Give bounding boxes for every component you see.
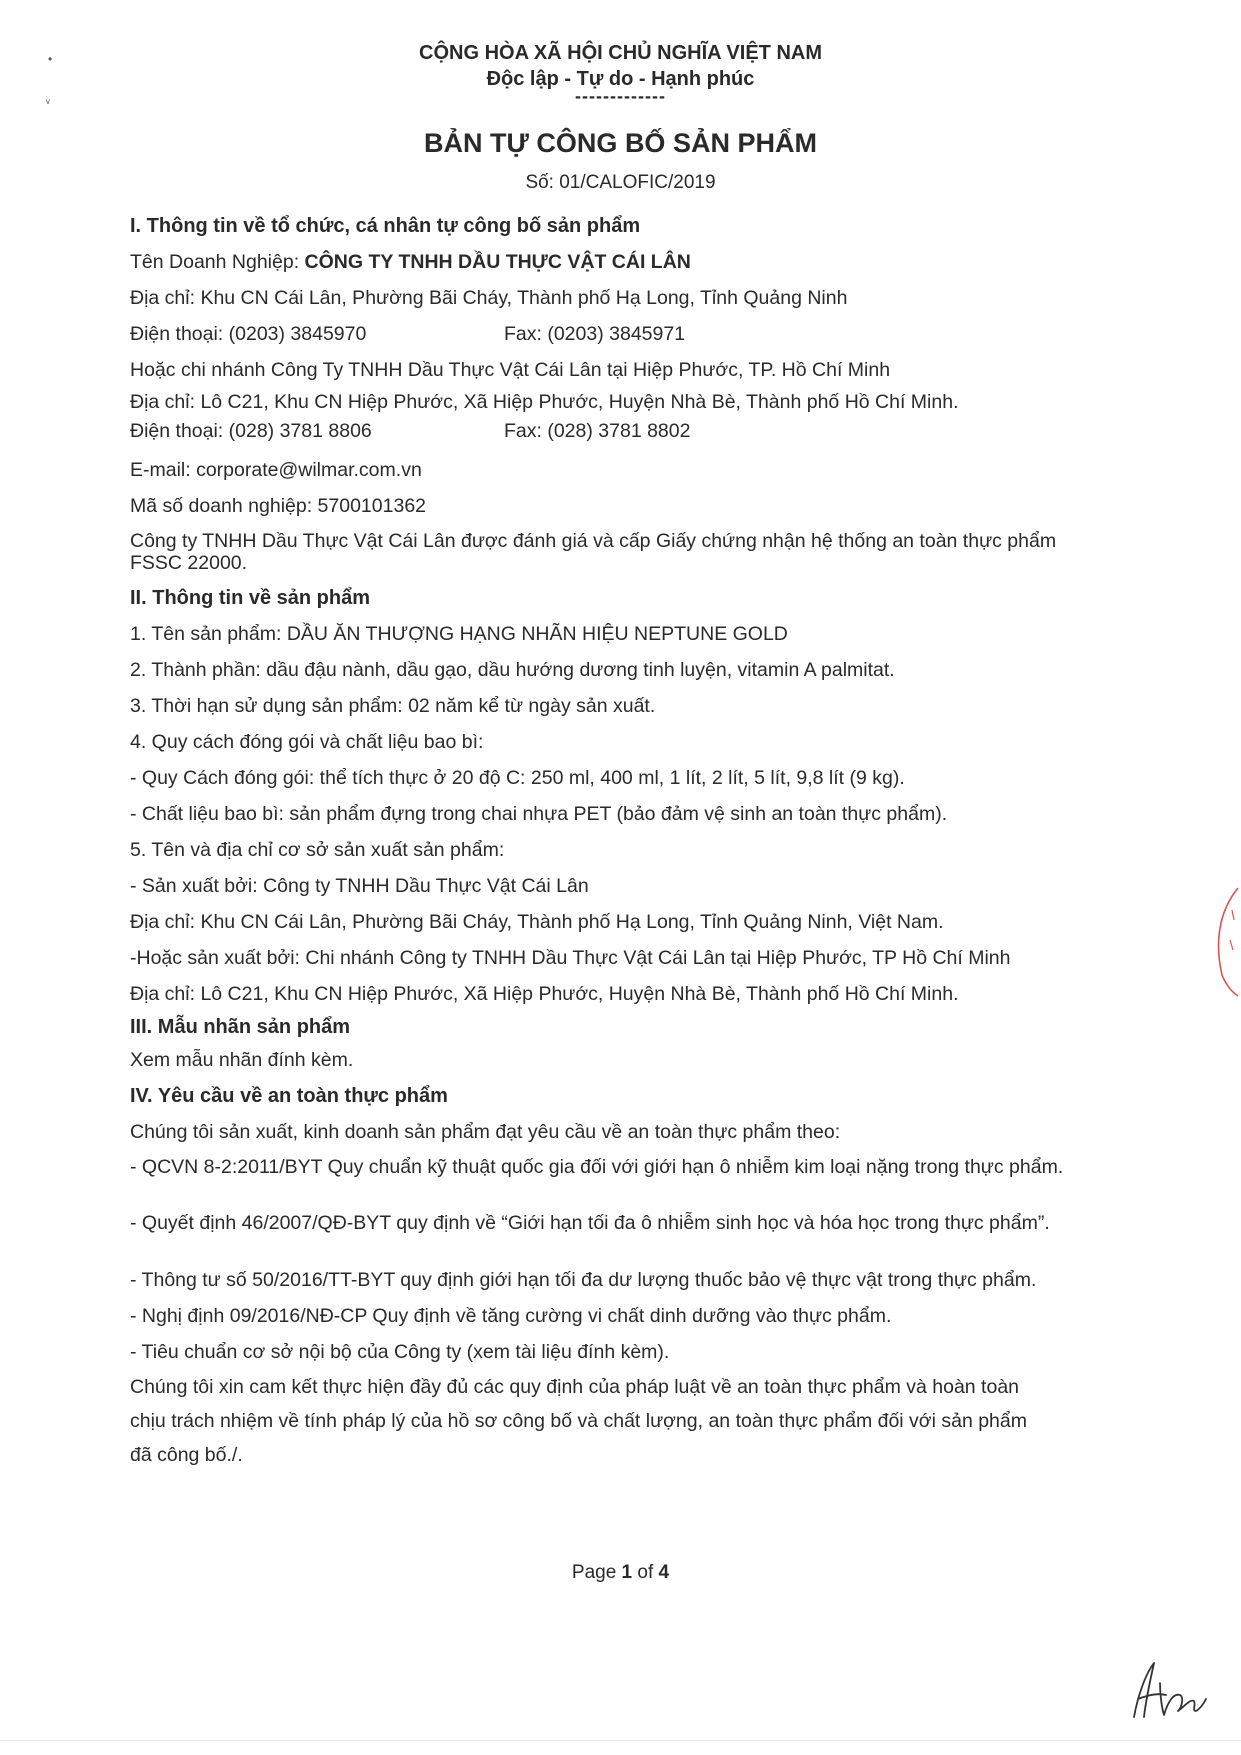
product-item: -Hoặc sản xuất bởi: Chi nhánh Công ty TNHH Dầu Thực Vật Cái Lân tại Hiệp Phước, TP Hồ Chí Minh [130, 947, 1011, 969]
company-phone: Điện thoại: (0203) 3845970 [130, 323, 367, 345]
safety-intro: Chúng tôi sản xuất, kinh doanh sản phẩm đạt yêu cầu về an toàn thực phẩm theo: [130, 1121, 841, 1143]
product-item: 3. Thời hạn sử dụng sản phẩm: 02 năm kể từ ngày sản xuất. [130, 695, 656, 717]
product-item: - Quy Cách đóng gói: thể tích thực ở 20 độ C: 250 ml, 400 ml, 1 lít, 2 lít, 5 lít, 9,8 lít (9 kg). [130, 767, 905, 789]
page-mid: of [632, 1562, 659, 1583]
product-item: 2. Thành phần: dầu đậu nành, dầu gạo, dầu hướng dương tinh luyện, vitamin A palmitat. [130, 659, 895, 681]
header-divider: ------------- [575, 86, 666, 106]
commitment-line: đã công bố./. [130, 1444, 243, 1466]
safety-item: - Thông tư số 50/2016/TT-BYT quy định giới hạn tối đa dư lượng thuốc bảo vệ thực vật trong thực phẩm. [130, 1269, 1037, 1291]
section-2-heading: II. Thông tin về sản phẩm [130, 587, 371, 609]
company-label: Tên Doanh Nghiệp: [130, 251, 300, 273]
company-name-row [130, 244, 1110, 280]
national-header: CỘNG HÒA XÃ HỘI CHỦ NGHĨA VIỆT NAM [419, 42, 822, 64]
document-number: Số: 01/CALOFIC/2019 [525, 172, 716, 193]
product-item: - Chất liệu bao bì: sản phẩm đựng trong chai nhựa PET (bảo đảm vệ sinh an toàn thực phẩm). [130, 803, 948, 825]
company-name: CÔNG TY TNHH DẦU THỰC VẬT CÁI LÂN [304, 251, 691, 273]
company-address: Địa chỉ: Khu CN Cái Lân, Phường Bãi Cháy, Thành phố Hạ Long, Tỉnh Quảng Ninh [130, 287, 848, 309]
scan-edge [0, 1740, 1241, 1741]
signature-initials [1120, 1655, 1210, 1725]
scan-speck: • [48, 52, 53, 66]
branch-fax: Fax: (028) 3781 8802 [504, 420, 691, 442]
product-item: 4. Quy cách đóng gói và chất liệu bao bì: [130, 731, 484, 753]
national-motto: Độc lập - Tự do - Hạnh phúc [486, 68, 755, 90]
branch-address: Địa chỉ: Lô C21, Khu CN Hiệp Phước, Xã Hiệp Phước, Huyện Nhà Bè, Thành phố Hồ Chí Minh. [130, 391, 959, 413]
page-footer [0, 1562, 1241, 1584]
branch-phone: Điện thoại: (028) 3781 8806 [130, 420, 372, 442]
company-certification: Công ty TNHH Dầu Thực Vật Cái Lân được đánh giá và cấp Giấy chứng nhận hệ thống an toàn thực phẩm FSSC 22000. [130, 530, 1057, 574]
document-title: BẢN TỰ CÔNG BỐ SẢN PHẨM [424, 128, 817, 158]
company-fax: Fax: (0203) 3845971 [504, 323, 686, 345]
safety-item: - Quyết định 46/2007/QĐ-BYT quy định về “Giới hạn tối đa ô nhiễm sinh học và hóa học trong thực phẩm”. [130, 1212, 1050, 1234]
branch-contact-row [130, 416, 1110, 452]
page-current: 1 [621, 1562, 633, 1583]
red-stamp-edge [1200, 880, 1240, 1000]
safety-item: - QCVN 8-2:2011/BYT Quy chuẩn kỹ thuật quốc gia đối với giới hạn ô nhiễm kim loại nặng trong thực phẩm. [130, 1156, 1064, 1178]
commitment-line: chịu trách nhiệm về tính pháp lý của hồ sơ công bố và chất lượng, an toàn thực phẩm đối với sản phẩm [130, 1410, 1027, 1432]
product-item: Địa chỉ: Lô C21, Khu CN Hiệp Phước, Xã Hiệp Phước, Huyện Nhà Bè, Thành phố Hồ Chí Minh. [130, 983, 959, 1005]
label-sample-text: Xem mẫu nhãn đính kèm. [130, 1049, 354, 1071]
commitment-line: Chúng tôi xin cam kết thực hiện đầy đủ các quy định của pháp luật về an toàn thực phẩm và hoàn toàn [130, 1376, 1020, 1398]
section-3-heading: III. Mẫu nhãn sản phẩm [130, 1016, 351, 1038]
safety-item: - Tiêu chuẩn cơ sở nội bộ của Công ty (xem tài liệu đính kèm). [130, 1341, 670, 1363]
section-1-heading: I. Thông tin về tổ chức, cá nhân tự công bố sản phẩm [130, 215, 641, 237]
page-prefix: Page [571, 1562, 622, 1583]
document-body [130, 208, 1110, 1472]
branch-name: Hoặc chi nhánh Công Ty TNHH Dầu Thực Vật Cái Lân tại Hiệp Phước, TP. Hồ Chí Minh [130, 359, 891, 381]
product-item: - Sản xuất bởi: Công ty TNHH Dầu Thực Vật Cái Lân [130, 875, 589, 897]
company-contact-row [130, 316, 1110, 352]
scan-speck: ᵛ [46, 96, 50, 110]
product-item: 5. Tên và địa chỉ cơ sở sản xuất sản phẩm: [130, 839, 505, 861]
section-4-heading: IV. Yêu cầu về an toàn thực phẩm [130, 1085, 448, 1107]
product-item: 1. Tên sản phẩm: DẦU ĂN THƯỢNG HẠNG NHÃN HIỆU NEPTUNE GOLD [130, 623, 788, 645]
safety-item: - Nghị định 09/2016/NĐ-CP Quy định về tăng cường vi chất dinh dưỡng vào thực phẩm. [130, 1305, 892, 1327]
company-tax-code: Mã số doanh nghiệp: 5700101362 [130, 495, 427, 517]
company-email: E-mail: corporate@wilmar.com.vn [130, 459, 422, 481]
page-total: 4 [658, 1562, 670, 1583]
product-item: Địa chỉ: Khu CN Cái Lân, Phường Bãi Cháy, Thành phố Hạ Long, Tỉnh Quảng Ninh, Việt Nam. [130, 911, 944, 933]
